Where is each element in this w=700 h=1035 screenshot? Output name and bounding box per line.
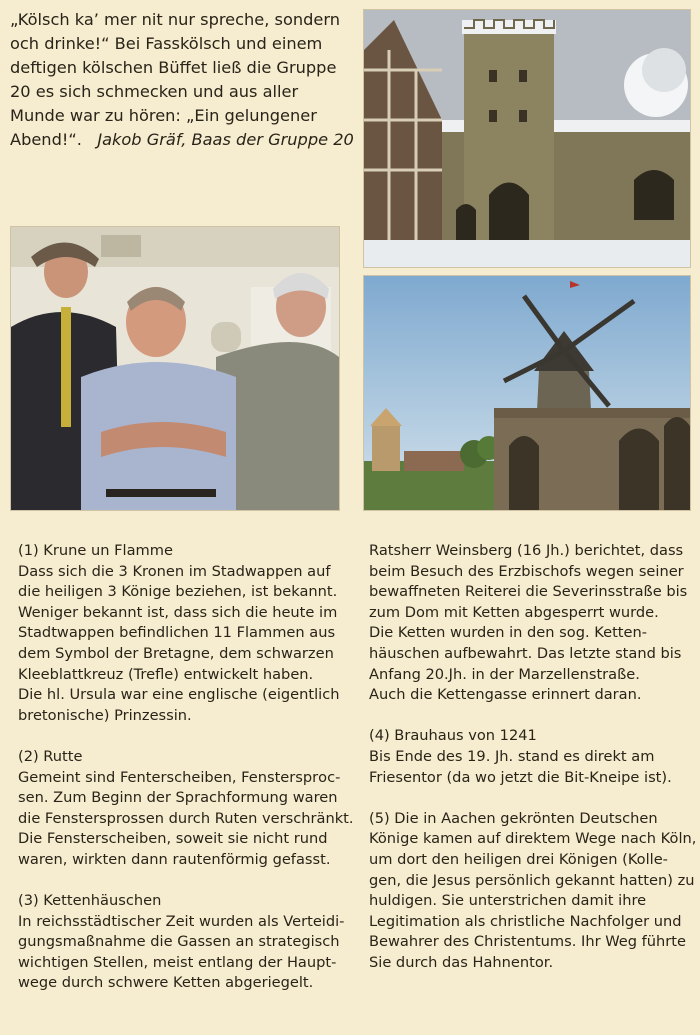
- note-line: Die Fensterscheiben, soweit sie nicht rund: [18, 830, 328, 848]
- windmill-painting: [363, 275, 691, 511]
- note-line: die Fenstersprossen durch Ruten verschränkt.: [18, 809, 354, 827]
- intro-line: „Kölsch ka’ mer nit nur spreche, sondern: [10, 10, 340, 29]
- city-gate-illustration: [364, 10, 690, 267]
- note-line: In reichsstädtischer Zeit wurden als Verteidi-: [18, 912, 345, 930]
- note-line: wege durch schwere Ketten abgeriegelt.: [18, 974, 314, 992]
- note-line: waren, wirkten dann rautenförmig gefasst.: [18, 850, 331, 868]
- note-line: sen. Zum Beginn der Sprachformung waren: [18, 789, 338, 807]
- note-kettenhaeuschen: [18, 891, 348, 994]
- note-rutte: [18, 747, 354, 871]
- note-line: Die Ketten wurden in den sog. Ketten-: [369, 624, 648, 642]
- note-line: gen, die Jesus persönlich gekannt hatten) zu: [369, 871, 695, 889]
- note-line: zum Dom mit Ketten abgesperrt wurde.: [369, 603, 659, 621]
- city-gate-painting: [363, 9, 691, 268]
- note-line: häuschen aufbewahrt. Das letzte stand bis: [369, 644, 682, 662]
- note-line: Auch die Kettengasse erinnert daran.: [369, 686, 642, 704]
- note-line: bretonische) Prinzessin.: [18, 706, 192, 724]
- intro-last-line: [10, 128, 354, 152]
- intro-line: och drinke!“ Bei Fasskölsch und einem: [10, 34, 323, 53]
- note-line: beim Besuch des Erzbischofs wegen seiner: [369, 562, 684, 580]
- note-line: die heiligen 3 Könige beziehen, ist bekannt.: [18, 583, 338, 601]
- note-line: dem Symbol der Bretagne, dem schwarzen: [18, 644, 334, 662]
- windmill-illustration: [364, 276, 690, 510]
- note-line: Stadtwappen befindlichen 11 Flammen aus: [18, 624, 336, 642]
- note-line: Gemeint sind Fenterscheiben, Fenstersprос-: [18, 768, 341, 786]
- intro-line: 20 es sich schmecken und aus aller: [10, 82, 299, 101]
- note-kettenhaeuschen-continued: [369, 541, 694, 706]
- intro-closing: Abend!“.: [10, 130, 82, 149]
- note-title: (1) Krune un Flamme: [18, 542, 173, 559]
- note-line: Dass sich die 3 Kronen im Stadwappen auf: [18, 562, 331, 580]
- note-title: (4) Brauhaus von 1241: [369, 727, 537, 745]
- note-line: huldigen. Sie unterstrichen damit ihre: [369, 892, 647, 910]
- note-line: Anfang 20.Jh. in der Marzellenstraße.: [369, 665, 640, 683]
- note-title: (5) Die in Aachen gekrönten Deutschen: [369, 809, 658, 827]
- note-line: Könige kamen auf direktem Wege nach Köln,: [369, 830, 697, 848]
- note-line: Legitimation als christliche Nachfolger und: [369, 912, 682, 930]
- note-line: Kleeblattkreuz (Trefle) entwickelt haben.: [18, 665, 314, 683]
- left-text-column: [18, 541, 354, 1015]
- note-line: wichtigen Stellen, meist entlang der Haupt-: [18, 953, 337, 971]
- note-line: Friesentor (da wo jetzt die Bit-Kneipe ist).: [369, 768, 672, 786]
- intro-signature: Jakob Gräf, Baas der Gruppe 20: [97, 130, 354, 149]
- note-title: (2) Rutte: [18, 747, 83, 765]
- intro-paragraph: [10, 8, 354, 152]
- note-koenige: [369, 809, 697, 974]
- right-text-column: [369, 541, 697, 994]
- note-line: gungsmaßnahme die Gassen an strategisch: [18, 933, 340, 951]
- intro-line: deftigen kölschen Büffet ließ die Gruppe: [10, 58, 337, 77]
- note-line: um dort den heiligen drei Königen (Kolle-: [369, 850, 668, 868]
- group-photo-illustration: [11, 227, 339, 510]
- note-line: Sie durch das Hahnentor.: [369, 953, 554, 971]
- note-line: Bis Ende des 19. Jh. stand es direkt am: [369, 747, 655, 765]
- note-line: Ratsherr Weinsberg (16 Jh.) berichtet, dass: [369, 542, 684, 559]
- note-title: (3) Kettenhäuschen: [18, 892, 162, 910]
- note-line: Weniger bekannt ist, dass sich die heute im: [18, 603, 338, 621]
- note-line: bewaffneten Reiterei die Severinsstraße bis: [369, 583, 688, 601]
- note-krune-un-flamme: [18, 541, 348, 726]
- intro-line: Munde war zu hören: „Ein gelungener: [10, 106, 317, 125]
- note-line: Die hl. Ursula war eine englische (eigentlich: [18, 686, 340, 704]
- note-line: Bewahrer des Christentums. Ihr Weg führte: [369, 933, 687, 951]
- group-photo: [10, 226, 340, 511]
- note-brauhaus: [369, 726, 694, 788]
